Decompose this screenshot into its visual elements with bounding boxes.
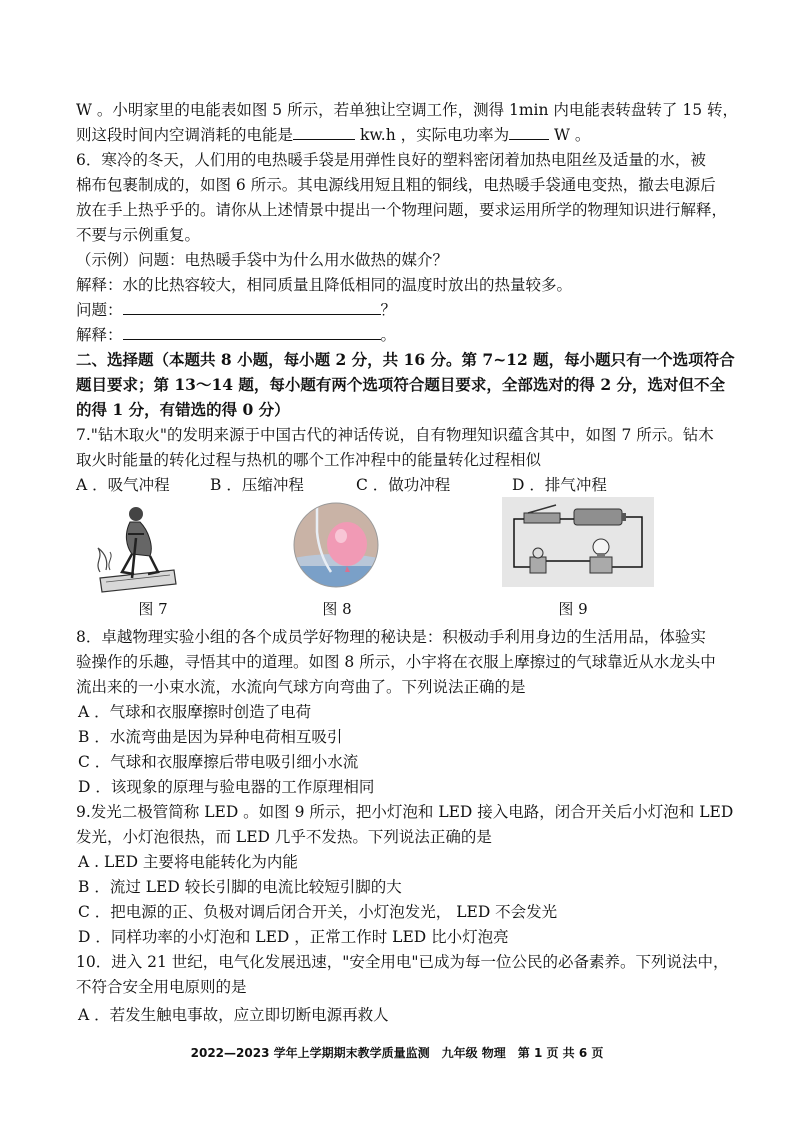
fig7-caption: 图 7	[138, 600, 168, 618]
q6-line-3: 放在手上热乎乎的。请你从上述情景中提出一个物理问题，要求运用所学的物理知识进行解释，	[76, 201, 728, 219]
q8-line-1: 8．卓越物理实验小组的各个成员学好物理的秘诀是：积极动手利用身边的生活用品，体验实	[76, 628, 706, 646]
q9-option-d[interactable]: D ．同样功率的小灯泡和 LED ，正常工作时 LED 比小灯泡亮	[78, 928, 509, 946]
q6-answer-row	[76, 323, 396, 347]
q10-option-a[interactable]: A ．若发生触电事故，应立即切断电源再救人	[78, 1006, 389, 1024]
q8-line-2: 验操作的乐趣，寻悟其中的道理。如图 8 所示，小宇将在衣服上摩擦过的气球靠近从水龙头中	[76, 653, 716, 671]
q5-text-c: W 。	[549, 126, 591, 144]
q6-answer-blank[interactable]	[123, 323, 381, 340]
q5-line-2	[76, 123, 590, 147]
q7-line-2: 取火时能量的转化过程与热机的哪个工作冲程中的能量转化过程相似	[76, 451, 542, 469]
q9-option-b[interactable]: B ．流过 LED 较长引脚的电流比较短引脚的大	[78, 878, 402, 896]
q9-option-c[interactable]: C ．把电源的正、负极对调后闭合开关，小灯泡发光， LED 不会发光	[78, 903, 558, 921]
fig8-caption: 图 8	[322, 600, 352, 618]
fig8-balloon-water-image	[293, 502, 379, 588]
fig9-caption: 图 9	[558, 600, 588, 618]
q7-option-d[interactable]: D ．排气冲程	[512, 476, 607, 494]
q6-line-1: 6．寒冷的冬天，人们用的电热暖手袋是用弹性良好的塑料密闭着加热电阻丝及适量的水，被	[76, 151, 706, 169]
section2-line-2: 题目要求；第 13～14 题，每小题有两个选项符合题目要求，全部选对的得 2 分，选对但不全	[76, 375, 726, 394]
q6-example-answer: 解释：水的比热容较大，相同质量且降低相同的温度时放出的热量较多。	[76, 276, 573, 294]
q7-option-c[interactable]: C ．做功冲程	[356, 476, 451, 494]
q7-line-1: 7."钻木取火"的发明来源于中国古代的神话传说，自有物理知识蕴含其中，如图 7 所示。钻木	[76, 426, 714, 444]
q9-option-a[interactable]: A . LED 主要将电能转化为内能	[78, 853, 298, 871]
q5-text-b: kw.h ，实际电功率为	[355, 126, 510, 144]
section2-line-1: 二、选择题（本题共 8 小题，每小题 2 分，共 16 分。第 7~12 题，每小题只有一个选项符合	[76, 350, 735, 369]
q8-option-c[interactable]: C ．气球和衣服摩擦后带电吸引细小水流	[78, 753, 359, 771]
q6-example-question: （示例）问题：电热暖手袋中为什么用水做热的媒介？	[76, 251, 449, 269]
q6-question-label: 问题：	[76, 301, 123, 319]
q5-line-1: W 。小明家里的电能表如图 5 所示，若单独让空调工作，测得 1min 内电能表转盘转了 15 转，	[76, 101, 739, 119]
q10-line-2: 不符合安全用电原则的是	[76, 978, 247, 996]
q8-option-a[interactable]: A ．气球和衣服摩擦时创造了电荷	[78, 703, 312, 721]
q6-question-blank[interactable]	[123, 298, 381, 315]
q6-question-row	[76, 298, 396, 322]
q9-line-2: 发光，小灯泡很热，而 LED 几乎不发热。下列说法正确的是	[76, 828, 492, 846]
q6-question-end: ？	[380, 301, 397, 319]
page-footer: 2022—2023 学年上学期期末教学质量监测 九年级 物理 第 1 页 共 6 页	[190, 1046, 604, 1060]
section2-line-3: 的得 1 分，有错选的得 0 分）	[76, 400, 290, 419]
q6-line-2: 棉布包裹制成的，如图 6 所示。其电源线用短且粗的铜线，电热暖手袋通电变热，撤去电源后	[76, 176, 716, 194]
q7-option-b[interactable]: B ．压缩冲程	[210, 476, 304, 494]
q6-answer-label: 解释：	[76, 326, 123, 344]
q5-blank-power[interactable]	[509, 123, 549, 140]
q5-text-a: 则这段时间内空调消耗的电能是	[76, 126, 294, 144]
q10-line-1: 10．进入 21 世纪，电气化发展迅速，"安全用电"已成为每一位公民的必备素养。下列说法中，	[76, 953, 729, 971]
fig9-circuit-image	[502, 497, 654, 587]
q8-line-3: 流出来的一小束水流，水流向气球方向弯曲了。下列说法正确的是	[76, 678, 526, 696]
q6-answer-end: 。	[380, 326, 397, 344]
q8-option-b[interactable]: B ．水流弯曲是因为异种电荷相互吸引	[78, 728, 343, 746]
q6-line-4: 不要与示例重复。	[76, 226, 201, 244]
q5-blank-energy[interactable]	[293, 123, 355, 140]
q7-option-a[interactable]: A ．吸气冲程	[76, 476, 170, 494]
fig7-drill-fire-image	[92, 500, 182, 596]
q8-option-d[interactable]: D ．该现象的原理与验电器的工作原理相同	[78, 778, 375, 796]
q9-line-1: 9.发光二极管简称 LED 。如图 9 所示，把小灯泡和 LED 接入电路，闭合开关后小灯泡和 LED	[76, 803, 734, 821]
